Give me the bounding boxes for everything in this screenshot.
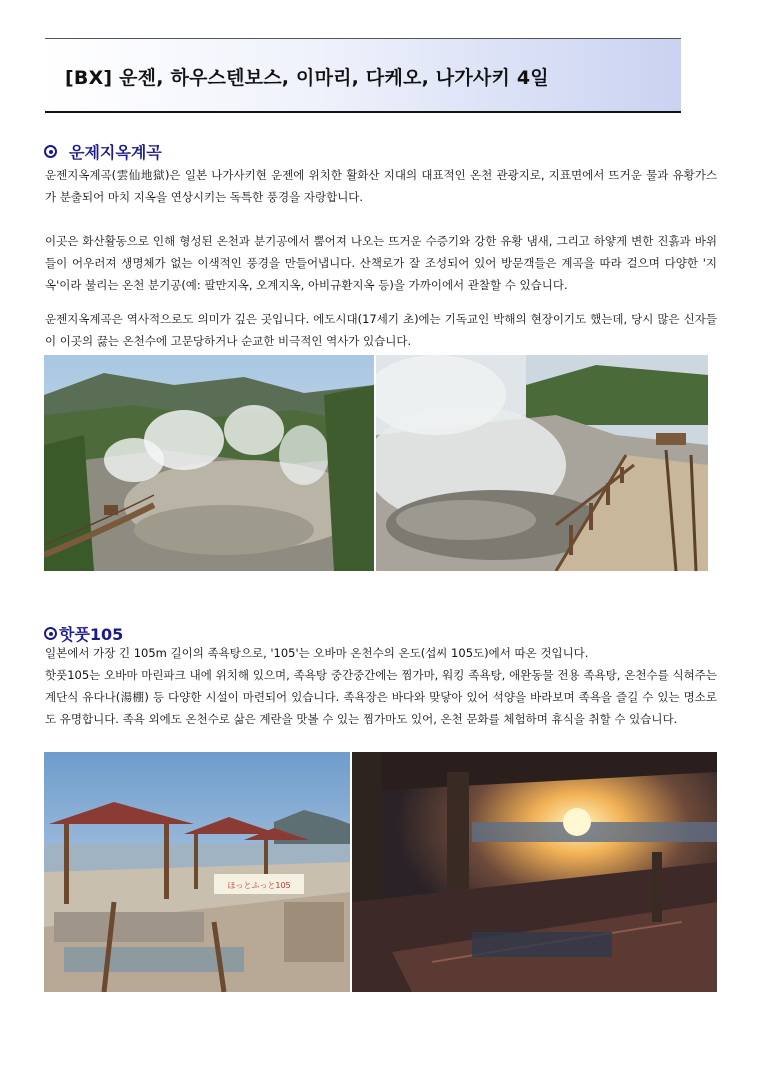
photo-hotfoot-sunset [352,752,717,992]
photo-hotfoot-pavilions [44,752,350,992]
title-banner [45,38,681,113]
section-title: 핫풋105 [59,625,124,644]
paragraph: 이곳은 화산활동으로 인해 형성된 온천과 분기공에서 뿜어져 나오는 뜨거운 수증기와 강한 유황 냄새, 그리고 하얗게 변한 진흙과 바위들이 어우러져 생명체가 없는 이색적인 풍경을 만들어냅니다. 산책로가 잘 조성되어 있어 방문객들은 계곡을 따라 걸으며 다양한 '지옥'이라 불리는 온천 분기공(예: 팔만지옥, 오계지옥, 아비규환지옥 등)을 가까이에서 관찰할 수 있습니다. [45,234,717,292]
section-heading-unzen [44,140,162,163]
paragraph: 운젠지옥계곡은 역사적으로도 의미가 깊은 곳입니다. 에도시대(17세기 초)에는 기독교인 박해의 현장이기도 했는데, 당시 많은 신자들이 이곳의 끓는 온천수에 고문당하거나 순교한 비극적인 역사가 있습니다. [45,312,717,348]
photo-unzen-boardwalk [376,355,708,571]
paragraph: 운젠지옥계곡(雲仙地獄)은 일본 나가사키현 운젠에 위치한 활화산 지대의 대표적인 온천 관광지로, 지표면에서 뜨거운 물과 유황가스가 분출되어 마치 지옥을 연상시키는 독특한 풍경을 자랑합니다. [45,168,717,204]
photo-unzen-valley [44,355,374,571]
circle-bullet-icon [44,627,57,640]
page-title: [BX] 운젠, 하우스텐보스, 이마리, 다케오, 나가사키 4일 [65,67,549,89]
title-underline [45,111,681,113]
sign-text: ほっとふっと105 [227,881,291,890]
section-title: 운제지옥계곡 [69,143,162,162]
circle-bullet-icon [44,145,57,158]
paragraph: 핫풋105는 오바마 마린파크 내에 위치해 있으며, 족욕탕 중간중간에는 찜가마, 워킹 족욕탕, 애완동물 전용 족욕탕, 온천수를 식혀주는 계단식 유다나(湯棚) 등 다양한 시설이 마련되어 있습니다. 족욕장은 바다와 맞닿아 있어 석양을 바라보며 족욕을 즐길 수 있는 명소로도 유명합니다. 족욕 외에도 온천수로 삶은 계란을 맛볼 수 있는 찜가마도 있어, 온천 문화를 체험하며 휴식을 취할 수 있습니다. [45,668,717,726]
paragraph: 일본에서 가장 긴 105m 길이의 족욕탕으로, '105'는 오바마 온천수의 온도(섭씨 105도)에서 따온 것입니다. [45,646,589,660]
